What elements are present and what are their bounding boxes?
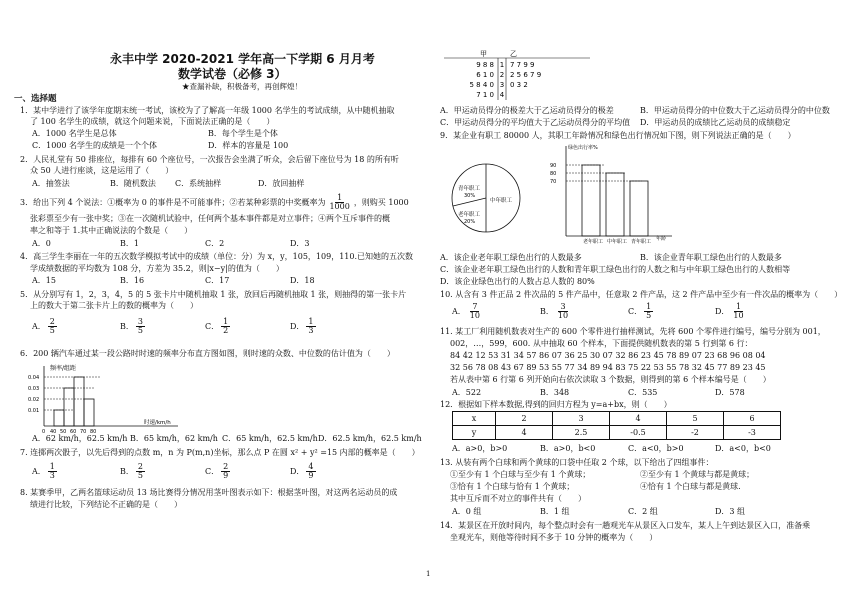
q10-option-c-frac [644, 303, 653, 320]
q10-option-c [628, 303, 655, 320]
hist-ytick-001: 0.01 [28, 408, 40, 414]
q1-line1: 1．某中学进行了该学年度期末统一考试，该校为了了解高一年级 1000 名学生的考试成绩，从中随机抽取 [20, 106, 395, 115]
q10-option-a-frac [468, 303, 482, 320]
q7-d-den: 9 [308, 471, 314, 480]
q8-option-b: B．甲运动员得分的中位数大于乙运动员得分的中位数 [640, 106, 830, 115]
q7-option-d-label: D． [290, 466, 305, 476]
q5-option-b [120, 318, 147, 335]
q10-option-c-label: C． [628, 306, 643, 316]
q10-option-a-label: A． [452, 306, 466, 316]
q7-d-num: 4 [308, 462, 314, 471]
q10-d-den: 10 [733, 311, 744, 320]
q12-option-b: B．a>0，b<0 [540, 444, 596, 453]
q7-option-c-label: C． [205, 466, 220, 476]
speed-histogram [28, 362, 188, 435]
q5-option-a-frac [48, 318, 57, 335]
q5-option-b-label: B． [120, 321, 134, 331]
q4-option-a: A．15 [32, 276, 56, 285]
q8-option-d: D．甲运动员的成绩比乙运动员的成绩稳定 [640, 118, 791, 127]
table-cell: -0.5 [610, 426, 667, 440]
bar-ylabel: 绿色出行率% [568, 145, 598, 151]
q3-option-b: B．1 [120, 239, 139, 248]
q1-line2: 了 100 名学生的成绩，就这个问题来说，下面说法正确的是（ ） [30, 117, 275, 126]
stemleaf-row3-stem: 3 [499, 81, 505, 89]
q3-fraction [327, 194, 351, 211]
q1-option-a: A．1000 名学生是总体 [32, 129, 117, 138]
hist-xtick-80: 80 [90, 429, 97, 435]
pie-divider-left [453, 198, 486, 206]
bar-youth [630, 181, 648, 236]
section-heading: 一、选择题 [14, 94, 57, 104]
q2-option-c: C．系统抽样 [175, 179, 222, 188]
hist-xlabel: 时速/km/h [144, 420, 171, 426]
stemleaf-row2-left: 6 1 0 [476, 71, 494, 79]
stemleaf-row3-left: 5 8 4 0 [469, 81, 494, 89]
q5-a-den: 5 [49, 326, 55, 335]
q13-line2: 其中互斥而不对立的事件共有（ ） [450, 494, 586, 503]
stemleaf-row1-right: 7 7 9 9 [510, 61, 535, 69]
q4-line1: 4．高三学生李丽在一年的五次数学模拟考试中的成绩（单位：分）为 x，y，105，109，110.已知她的五次数 [20, 252, 414, 261]
q13-event3: ③恰有 1 个白球与恰有 1 个黄球； [450, 482, 575, 491]
q3-option-a: A．0 [32, 239, 51, 248]
stem-leaf-plot [440, 48, 600, 102]
q2-option-b: B．随机数法 [110, 179, 156, 188]
q5-option-b-frac [136, 318, 145, 335]
table-cell: x [453, 412, 496, 426]
q7-option-b [120, 463, 147, 480]
bar-cat-middle: 中年职工 [607, 239, 628, 245]
q3-line2: 张彩票至少有一张中奖；③在一次随机试验中，任何两个基本事件都是对立事件；④两个互斥事件的概 [30, 214, 390, 223]
table-cell: -3 [724, 426, 781, 440]
q12-option-c: C．a<0，b>0 [628, 444, 684, 453]
q5-option-c [205, 318, 232, 335]
q10-b-den: 10 [557, 311, 569, 320]
table-cell: 5 [667, 412, 724, 426]
exam-hint: ★查漏补缺，积极备考，再创辉煌！ [182, 82, 302, 91]
stemleaf-row1-stem: 1 [499, 61, 505, 69]
q2-line2: 众 50 人进行座谈，这是运用了（ ） [30, 166, 174, 175]
q5-line2: 上的数大于第二张卡片上的数的概率为（ ） [30, 301, 198, 310]
q13-option-d: D．3 组 [715, 507, 746, 516]
q3-option-c: C．2 [205, 239, 225, 248]
q8-line1: 8. 某赛季甲，乙两名篮球运动员 13 场比赛得分情况用茎叶图表示如下：根据茎叶图，对这两名运动员的成 [20, 488, 398, 497]
hist-bar-70-80 [84, 399, 94, 426]
q5-d-den: 3 [308, 326, 314, 335]
q13-line1: 13. 从装有两个白球和两个黄球的口袋中任取 2 个球，以下给出了四组事件： [440, 458, 714, 467]
q3-line1-text: 3．给出下列 4 个说法：①概率为 0 的事件是不可能事件；②若某种彩票的中奖概率为 [20, 197, 326, 207]
hist-ytick-003: 0.03 [28, 386, 40, 392]
stemleaf-head-left: 甲 [480, 50, 487, 58]
q10-option-b-frac [556, 303, 570, 320]
stemleaf-row1-left: 9 8 8 [476, 61, 494, 69]
q10-a-den: 10 [469, 311, 480, 320]
q14-line2: 坐观光车，则他等待时间不多于 10 分钟的概率为（ ） [450, 533, 658, 542]
q5-line1: 5．从分别写有 1，2，3，4，5 的 5 张卡片中随机抽取 1 张，放回后再随机抽取 1 张，则抽得的第一张卡片 [20, 290, 407, 299]
table-cell: 4 [610, 412, 667, 426]
exam-title: 永丰中学 2020-2021 学年高一下学期 6 月月考 [110, 52, 375, 66]
table-cell: 3 [553, 412, 610, 426]
table-row [453, 426, 781, 440]
q7-option-d-frac [306, 463, 315, 480]
hist-ytick-002: 0.02 [28, 397, 40, 403]
q13-option-c: C．2 组 [628, 507, 658, 516]
bar-ytick-90: 90 [550, 163, 557, 169]
q6-line1: 6．200 辆汽车通过某一段公路时时速的频率分布直方图如图，则时速的众数、中位数的估计值为（ ） [20, 349, 395, 358]
stemleaf-row2-stem: 2 [499, 71, 505, 79]
regression-table [452, 411, 781, 440]
q9-line1: 9．某企业有职工 80000 人，其职工年龄情况和绿色出行情况如下图，则下列说法正确的是（ ） [440, 131, 796, 140]
q7-option-a-label: A． [32, 466, 46, 476]
q5-d-num: 1 [308, 317, 314, 326]
hist-xtick-50: 50 [60, 429, 67, 435]
pie-slice-old-pct: 20% [464, 219, 476, 225]
table-cell: -2 [667, 426, 724, 440]
q7-a-num: 1 [49, 462, 55, 471]
q8-option-c: C．甲运动员得分的平均值大于乙运动员得分的平均值 [440, 118, 631, 127]
q7-c-den: 9 [223, 471, 229, 480]
bar-cat-youth: 青年职工 [631, 239, 652, 245]
q12-option-a: A．a>0，b>0 [452, 444, 508, 453]
q9-figure [446, 140, 676, 248]
q7-option-c-frac [221, 463, 230, 480]
hist-xtick-0: 0 [42, 429, 46, 435]
table-cell: 2 [496, 412, 553, 426]
q10-option-d-frac [731, 303, 745, 320]
q6-option-c: C．65 km/h，62.5 km/h [222, 434, 318, 443]
q11-option-c: C．535 [628, 388, 658, 397]
q13-event2: ②至少有 1 个黄球与都是黄球； [640, 470, 755, 479]
q9-option-b: B．该企业青年职工绿色出行的人数最多 [640, 253, 782, 262]
hist-xtick-40: 40 [50, 429, 57, 435]
stemleaf-row4-stem: 4 [499, 91, 505, 99]
q5-c-num: 1 [223, 317, 229, 326]
q7-c-num: 2 [223, 462, 229, 471]
q5-option-d-frac [306, 318, 315, 335]
q3-line1 [20, 194, 409, 211]
q7-option-d [290, 463, 318, 480]
q10-line1: 10. 从含有 3 件正品 2 件次品的 5 件产品中，任意取 2 件产品，这 2 件产品中至少有一件次品的概率为（ ） [440, 290, 843, 299]
q3-line3: 率之和等于 1.其中正确说法的个数是（ ） [30, 226, 193, 235]
q12-line1: 12．根据如下样本数据,得到的回归方程为 y=a+bx，则（ ） [440, 400, 672, 409]
q8-option-a: A．甲运动员得分的极差大于乙运动员得分的极差 [440, 106, 614, 115]
q11-random-row5: 84 42 12 53 31 34 57 86 07 36 25 30 07 32 86 23 45 78 89 07 23 68 96 08 04 [450, 351, 766, 360]
q7-b-den: 5 [137, 471, 143, 480]
q7-option-b-frac [136, 463, 145, 480]
q5-b-num: 3 [137, 317, 143, 326]
q7-option-b-label: B． [120, 466, 134, 476]
table-cell: 6 [724, 412, 781, 426]
q5-option-a [32, 318, 59, 335]
q3-option-d: D．3 [290, 239, 310, 248]
pie-slice-youth-label: 青年职工 [458, 186, 481, 192]
q5-option-d [290, 318, 318, 335]
q10-b-num: 3 [560, 302, 566, 311]
stemleaf-row2-right: 2 5 6 7 9 [510, 71, 542, 79]
q9-option-d: D．该企业绿色出行的人数占总人数的 80% [440, 277, 595, 286]
hist-bar-50-60 [64, 388, 74, 426]
q7-option-a-frac [48, 463, 57, 480]
q13-option-a: A．0 组 [452, 507, 482, 516]
q7-a-den: 3 [49, 471, 55, 480]
q5-option-c-frac [221, 318, 230, 335]
q4-option-d: D．18 [290, 276, 315, 285]
bar-xlabel: 年龄 [656, 236, 667, 242]
page-number: 1 [426, 570, 431, 578]
exam-subtitle: 数学试卷（必修 3） [178, 67, 287, 81]
q11-line5: 若从表中第 6 行第 6 列开始向右依次读取 3 个数据，则得到的第 6 个样本编号是（ ） [450, 375, 771, 384]
pie-slice-old-label: 老年职工 [458, 212, 481, 218]
q2-option-a: A．抽签法 [32, 179, 70, 188]
q11-line2: 002，…，599，600. 从中抽取 60 个样本，下面提供随机数表的第 5 行到第 6 行： [450, 339, 753, 348]
table-cell: 4 [496, 426, 553, 440]
q1-option-c: C．1000 名学生的成绩是一个个体 [32, 141, 158, 150]
hist-ylabel: 频率/组距 [50, 365, 77, 372]
q3-line1-tail: ，则购买 1000 [353, 197, 409, 207]
bar-middle [606, 173, 624, 236]
q8-line2: 绩进行比较，下列结论不正确的是（ ） [30, 500, 182, 509]
bar-old [582, 165, 600, 236]
q6-option-b: B．65 km/h，62 km/h [130, 434, 218, 443]
stemleaf-head-right: 乙 [510, 50, 517, 58]
q5-option-a-label: A． [32, 321, 46, 331]
q5-b-den: 5 [137, 326, 143, 335]
q10-c-num: 1 [646, 302, 652, 311]
q3-frac-num: 1 [337, 193, 343, 202]
q4-option-b: B．16 [120, 276, 145, 285]
q9-option-a: A．该企业老年职工绿色出行的人数最多 [440, 253, 582, 262]
q5-c-den: 2 [223, 326, 229, 335]
pie-slice-youth-pct: 30% [464, 193, 476, 199]
q4-option-c: C．17 [205, 276, 230, 285]
q10-option-d [715, 303, 748, 320]
q4-line2: 学成绩数据的平均数为 108 分，方差为 35.2，则|x−y|的值为（ ） [30, 264, 284, 273]
q6-option-d: D．62.5 km/h，62.5 km/h [318, 434, 422, 443]
bar-ytick-80: 80 [550, 171, 557, 177]
q10-a-num: 7 [472, 302, 478, 311]
q7-option-a [32, 463, 59, 480]
q10-c-den: 5 [646, 311, 652, 320]
pie-slice-middle-label: 中年职工 [490, 198, 513, 204]
q6-option-a: A．62 km/h，62.5 km/h [32, 434, 128, 443]
stemleaf-row3-right: 0 3 2 [510, 81, 528, 89]
q3-frac-den: 1000 [329, 202, 350, 211]
q11-option-a: A．522 [452, 388, 482, 397]
hist-bar-60-70 [74, 377, 84, 426]
q1-option-b: B．每个学生是个体 [208, 129, 278, 138]
q13-event4: ④恰有 1 个白球与都是黄球. [640, 482, 741, 491]
q1-option-d: D．样本的容量是 100 [208, 141, 289, 150]
q5-a-num: 2 [49, 317, 55, 326]
q11-option-b: B．348 [540, 388, 570, 397]
q10-option-b [540, 303, 572, 320]
q12-option-d: D．a<0，b<0 [715, 444, 771, 453]
hist-xtick-70: 70 [80, 429, 87, 435]
table-cell: 2.5 [553, 426, 610, 440]
q9-option-c: C．该企业老年职工绿色出行的人数和青年职工绿色出行的人数之和与中年职工绿色出行的人数相等 [440, 265, 791, 274]
bar-cat-old: 老年职工 [583, 239, 604, 245]
hist-ytick-004: 0.04 [28, 375, 40, 381]
q11-random-row6: 32 56 78 08 43 67 89 53 55 77 34 89 94 83 75 22 53 55 78 32 45 77 89 23 45 [450, 363, 766, 372]
q11-line1: 11. 某工厂利用随机数表对生产的 600 个零件进行抽样测试，先将 600 个零件进行编号，编号分别为 001， [440, 327, 826, 336]
q10-option-a [452, 303, 484, 320]
q7-line1: 7. 连掷两次骰子，以先后得到的点数 m，n 为 P(m,n)坐标，那么点 P 在圆 x² + y² =15 内部的概率是（ ） [20, 448, 420, 457]
q5-option-c-label: C． [205, 321, 220, 331]
q7-option-c [205, 463, 232, 480]
q2-line1: 2．人民礼堂有 50 排座位，每排有 60 个座位号，一次报告会坐满了听众，会后留下座位号为 18 的所有听 [20, 155, 399, 164]
q10-option-d-label: D． [715, 306, 730, 316]
q14-line1: 14．某景区在开放时间内，每个整点时会有一趟观光车从景区入口发车，某人上午到达景区入口，准备乘 [440, 521, 811, 530]
q2-option-d: D．放回抽样 [258, 179, 305, 188]
table-cell: y [453, 426, 496, 440]
q13-option-b: B．1 组 [540, 507, 570, 516]
q10-d-num: 1 [735, 302, 742, 311]
stemleaf-row4-left: 7 1 0 [476, 91, 494, 99]
hist-xtick-60: 60 [70, 429, 77, 435]
q10-option-b-label: B． [540, 306, 554, 316]
q7-b-num: 2 [137, 462, 143, 471]
q13-event1: ①至少有 1 个白球与至少有 1 个黄球； [450, 470, 591, 479]
q11-option-d: D．578 [715, 388, 745, 397]
table-row [453, 412, 781, 426]
hist-bar-40-50 [54, 410, 64, 426]
bar-ytick-70: 70 [550, 179, 557, 185]
q5-option-d-label: D． [290, 321, 305, 331]
